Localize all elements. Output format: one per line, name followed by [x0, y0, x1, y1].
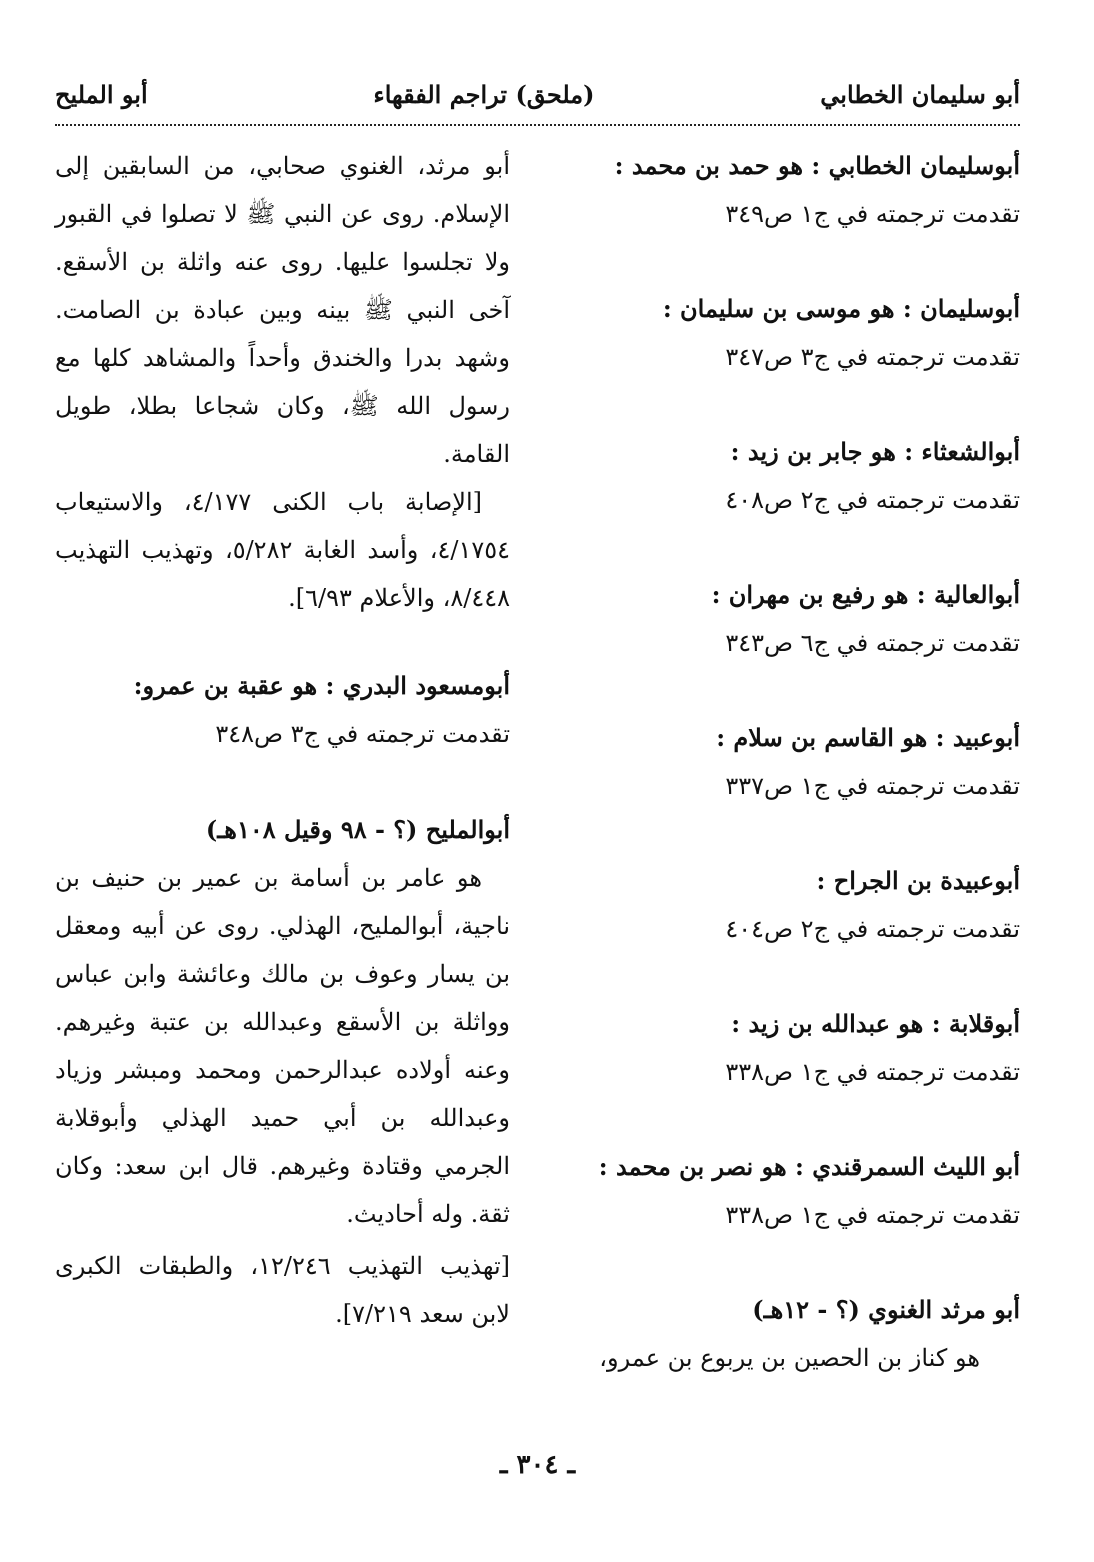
entry-reference: تقدمت ترجمته في ج٢ ص٤٠٨ [725, 486, 1020, 514]
entry-reference: تقدمت ترجمته في ج٦ ص٣٤٣ [725, 629, 1020, 657]
entry-abu-qilaba [565, 1000, 1020, 1096]
entry-reference: تقدمت ترجمته في ج١ ص٣٤٩ [725, 200, 1020, 228]
right-column [565, 142, 1020, 1429]
entry-heading: أبوعبيد : هو القاسم بن سلام : [716, 723, 1020, 752]
entry-body: هو عامر بن أسامة بن عمير بن حنيف بن ناجية، أبوالمليح، الهذلي. روى عن أبيه ومعقل بن يسار وعوف بن مالك وعائشة وابن عباس وواثلة بن الأسقع وعبدالله بن عتبة وغيرهم. وعنه أولاده عبدالرحمن ومحمد ومبشر وزياد وعبدالله بن أبي حميد الهذلي وأبوقلابة الجرمي وقتادة وغيرهم. قال ابن سعد: وكان ثقة. وله أحاديث. [55, 864, 510, 1228]
book-page [55, 70, 1020, 1480]
entry-abu-marthad [565, 1286, 1020, 1382]
entry-heading: أبوالشعثاء : هو جابر بن زيد : [730, 437, 1020, 466]
entry-khattabi [565, 142, 1020, 238]
entry-abu-shaatha [565, 428, 1020, 524]
entry-abu-sulaiman [565, 285, 1020, 381]
page-number: ـ ٣٠٤ ـ [499, 1450, 576, 1480]
header-center-title: (ملحق) تراجم الفقهاء [373, 79, 595, 109]
entry-reference: تقدمت ترجمته في ج٣ ص٣٤٨ [215, 720, 510, 748]
entry-reference: تقدمت ترجمته في ج٣ ص٣٤٧ [725, 343, 1020, 371]
entry-sources: [تهذيب التهذيب ١٢/٢٤٦، والطبقات الكبرى لابن سعد ٧/٢١٩]. [55, 1252, 510, 1328]
entry-heading: أبومسعود البدري : هو عقبة بن عمرو: [133, 671, 510, 700]
entry-heading: أبو الليث السمرقندي : هو نصر بن محمد : [598, 1152, 1020, 1181]
entry-heading: أبوالمليح (؟ - ٩٨ وقيل ١٠٨هـ) [205, 815, 510, 844]
entry-reference: تقدمت ترجمته في ج١ ص٣٣٧ [725, 772, 1020, 800]
entry-abu-ubaida [565, 857, 1020, 953]
entry-body: أبو مرثد، الغنوي صحابي، من السابقين إلى الإسلام. روى عن النبي ﷺ لا تصلوا في القبور ولا تجلسوا عليها. روى عنه واثلة بن الأسقع. آخى النبي ﷺ بينه وبين عبادة بن الصامت. وشهد بدرا والخندق وأحداً والمشاهد كلها مع رسول الله ﷺ، وكان شجاعا بطلا، طويل القامة. [55, 152, 510, 468]
entry-heading: أبوالعالية : هو رفيع بن مهران : [711, 580, 1020, 609]
entry-abu-malih [55, 806, 510, 1238]
entry-abu-laith [565, 1143, 1020, 1239]
entry-abu-aliya [565, 571, 1020, 667]
entry-abu-masud [55, 662, 510, 758]
entry-heading: أبو مرثد الغنوي (؟ - ١٢هـ) [752, 1295, 1020, 1324]
entry-heading: أبوعبيدة بن الجراح : [816, 866, 1020, 895]
entry-abu-marthad-continued [55, 142, 510, 622]
entry-sources: [الإصابة باب الكنى ٤/١٧٧، والاستيعاب ٤/١٧٥٤، وأسد الغابة ٥/٢٨٢، وتهذيب التهذيب ٨/٤٤٨، والأعلام ٦/٩٣]. [55, 488, 511, 612]
header-left-title: أبو المليح [55, 79, 148, 109]
running-header [55, 70, 1020, 118]
entry-heading: أبوسليمان الخطابي : هو حمد بن محمد : [614, 151, 1020, 180]
entry-intro: هو كناز بن الحصين بن يربوع بن عمرو، [599, 1344, 980, 1372]
entry-heading: أبوقلابة : هو عبدالله بن زيد : [731, 1009, 1020, 1038]
entry-reference: تقدمت ترجمته في ج١ ص٣٣٨ [725, 1058, 1020, 1086]
entry-heading: أبوسليمان : هو موسى بن سليمان : [662, 294, 1020, 323]
header-right-title: أبو سليمان الخطابي [820, 79, 1020, 109]
left-column [55, 142, 510, 1338]
header-dotted-rule [55, 124, 1020, 126]
entry-reference: تقدمت ترجمته في ج٢ ص٤٠٤ [725, 915, 1020, 943]
entry-abu-ubaid [565, 714, 1020, 810]
entry-abu-malih-sources [55, 1242, 510, 1338]
entry-reference: تقدمت ترجمته في ج١ ص٣٣٨ [725, 1201, 1020, 1229]
